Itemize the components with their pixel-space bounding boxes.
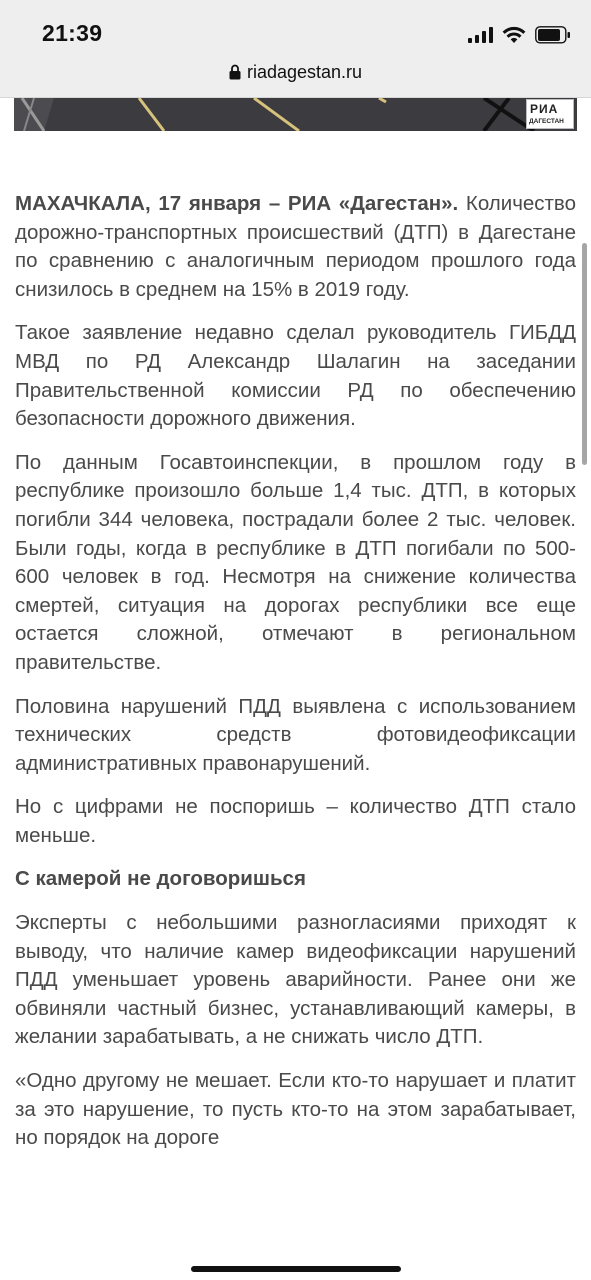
paragraph: Половина нарушений ПДД выявлена с использованием технических средств фотовидеофиксации административных правонарушений. <box>15 694 576 775</box>
ria-logo <box>526 99 574 129</box>
home-indicator[interactable] <box>191 1266 401 1272</box>
status-time: 21:39 <box>42 20 103 46</box>
url-text: riadagestan.ru <box>246 62 363 82</box>
lead-paragraph <box>15 190 576 304</box>
scrollbar[interactable] <box>582 243 587 465</box>
browser-chrome <box>0 0 591 98</box>
paragraph: «Одно другому не мешает. Если кто-то нарушает и платит за это нарушение, то пусть кто-то на этом зарабатывает, но порядок на дороге <box>15 1069 576 1150</box>
logo-text: РИА <box>530 102 559 116</box>
logo-subtext: ДАГЕСТАН <box>529 118 564 125</box>
battery-icon <box>535 26 571 44</box>
paragraph: Такое заявление недавно сделал руководитель ГИБДД МВД по РД Александр Шалагин на заседании Правительственной комиссии РД по обеспечению безопасности дорожного движения. <box>15 321 576 431</box>
paragraph: Эксперты с небольшими разногласиями приходят к выводу, что наличие камер видеофиксации нарушений ПДД уменьшает уровень аварийности. Ранее они же обвиняли частный бизнес, устанавливающий камеры, в желании зарабатывать, а не снижать число ДТП. <box>15 911 576 1049</box>
dateline: МАХАЧКАЛА, 17 января – РИА «Дагестан». <box>15 192 459 215</box>
hero-image <box>14 98 577 131</box>
wifi-icon <box>502 26 526 44</box>
status-icons <box>468 24 571 46</box>
paragraph: Но с цифрами не поспоришь – количество ДТП стало меньше. <box>15 795 576 847</box>
section-heading: С камерой не договоришься <box>15 867 306 891</box>
road-photo <box>14 98 577 131</box>
cellular-signal-icon <box>468 27 493 43</box>
address-bar[interactable] <box>0 62 591 83</box>
paragraph: По данным Госавтоинспекции, в прошлом году в республике произошло больше 1,4 тыс. ДТП, в которых погибли 344 человека, пострадали более 2 тыс. человек. Были годы, когда в республике в ДТП погибали по 500-600 человек в год. Несмотря на снижение количества смертей, ситуация на дорогах республики все еще остается сложной, отмечают в региональном правительстве. <box>15 450 576 674</box>
lock-icon <box>229 64 241 80</box>
article-body <box>15 190 576 1168</box>
lead-text: Количество дорожно-транспортных происшествий (ДТП) в Дагестане по сравнению с аналогичным периодом прошлого года снизилось в среднем на 15% в 2019 году. <box>15 192 576 301</box>
